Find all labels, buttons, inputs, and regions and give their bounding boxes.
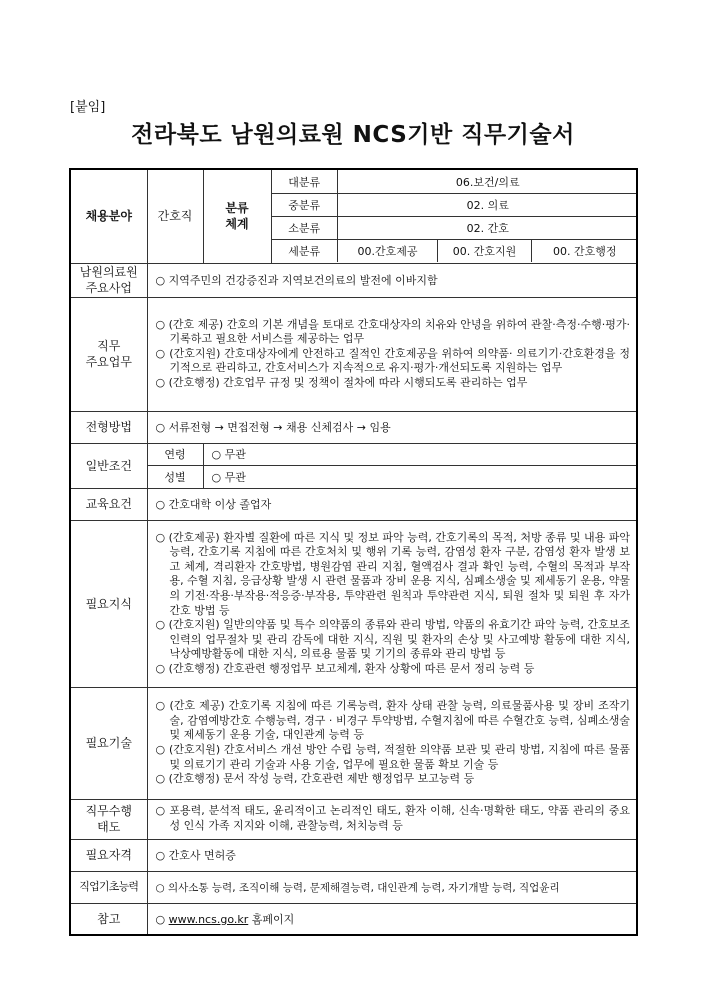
gender-label: 성별 [147, 465, 203, 488]
skills-label: 필요기술 [70, 687, 147, 799]
middle-label: 중분류 [272, 193, 338, 216]
age-label: 연령 [147, 443, 203, 465]
job-description-table [69, 168, 638, 936]
qualification-text: ○ 간호사 면허증 [147, 839, 637, 871]
basic-ability-row [70, 871, 637, 903]
field-label: 채용분야 [70, 169, 147, 263]
middle-value: 02. 의료 [338, 193, 638, 216]
major-value: 06.보건/의료 [338, 170, 638, 193]
sub-value-2: 00. 간호지원 [438, 239, 532, 262]
age-value: ○ 무관 [203, 443, 637, 465]
education-label: 교육요건 [70, 488, 147, 520]
gender-value: ○ 무관 [203, 465, 637, 488]
attachment-label: [붙임] [70, 100, 106, 115]
selection-text: ○ 서류전형 → 면접전형 → 채용 신체검사 → 임용 [147, 411, 637, 443]
sub-value-1: 00.간호제공 [338, 239, 438, 262]
skills-row [70, 687, 637, 799]
classification-subtable [272, 170, 638, 262]
reference-label: 참고 [70, 903, 147, 935]
selection-row [70, 411, 637, 443]
duties-row [70, 297, 637, 411]
education-text: ○ 간호대학 이상 졸업자 [147, 488, 637, 520]
minor-label: 소분류 [272, 216, 338, 239]
main-business-label: 남원의료원 주요사업 [70, 263, 147, 297]
basic-ability-label: 직업기초능력 [70, 871, 147, 903]
knowledge-item: ○ (간호행정) 간호관련 행정업무 보고체계, 환자 상황에 따른 문서 정리 능력 등 [155, 661, 535, 675]
minor-value: 02. 간호 [338, 216, 638, 239]
skill-item: ○ (간호행정) 문서 작성 능력, 간호관련 제반 행정업무 보고능력 등 [155, 772, 475, 786]
selection-label: 전형방법 [70, 411, 147, 443]
knowledge-label: 필요지식 [70, 520, 147, 687]
general-age-row [70, 443, 637, 465]
sub-label: 세분류 [272, 239, 338, 262]
attitude-text: ○ 포용력, 분석적 태도, 윤리적이고 논리적인 태도, 환자 이해, 신속·명확한 태도, 약품 관리의 중요성 인식 가족 지지와 이해, 관찰능력, 처치능력 등 [155, 804, 630, 832]
qualification-label: 필요자격 [70, 839, 147, 871]
general-label: 일반조건 [70, 443, 147, 488]
knowledge-item: ○ (간호지원) 일반의약품 및 특수 의약품의 종류와 관리 방법, 약품의 유효기간 파악 능력, 간호보조인력의 업무절차 및 관리 감독에 대한 지식, 직원 및 환자의 손상 및 사고예방 활동에 대한 지식, 낙상예방활동에 대한 지식, 의료용 물품 및 기기의 종류와 관리 방법 등 [155, 618, 630, 661]
ncs-link[interactable]: www.ncs.go.kr [168, 912, 249, 926]
skill-item: ○ (간호지원) 간호서비스 개선 방안 수립 능력, 적절한 의약품 보관 및 관리 방법, 지침에 따른 물품 및 의료기기 관리 기술과 사용 기술, 업무에 필요한 물품 확보 기술 등 [155, 743, 630, 771]
reference-row [70, 903, 637, 935]
duties-label: 직무 주요업무 [70, 297, 147, 411]
knowledge-row [70, 520, 637, 687]
attitude-row [70, 799, 637, 839]
field-value: 간호직 [147, 169, 203, 263]
classification-row [70, 169, 637, 263]
qualification-row [70, 839, 637, 871]
knowledge-item: ○ (간호제공) 환자별 질환에 따른 지식 및 정보 파악 능력, 간호기록의 목적, 처방 종류 및 내용 파악능력, 간호기록 지침에 따른 간호처치 및 행위 기록 능력, 감염성 환자 구분, 감염성 환자 발생 보고 체계, 격리환자 간호방법, 병원감염 관리 지침, 혈액검사 결과 확인 능력, 수혈의 목적과 부작용, 수혈 지침, 응급상황 발생 시 관련 물품과 장비 운용 지식, 심폐소생술 및 제세동기 운용, 약물의 기전·작용·부작용·적응증·부작용, 투약관련 원칙과 투약관련 지식, 퇴원 절차 및 퇴원 후 자가간호 방법 등 [155, 530, 630, 617]
duty-item: ○ (간호행정) 간호업무 규정 및 정책이 절차에 따라 시행되도록 관리하는 업무 [155, 375, 528, 389]
page-title: 전라북도 남원의료원 NCS기반 직무기술서 [131, 122, 575, 148]
duty-item: ○ (간호 제공) 간호의 기본 개념을 토대로 간호대상자의 치유와 안녕을 위하여 관찰·측정·수행·평가·기록하고 필요한 서비스를 제공하는 업무 [155, 317, 630, 346]
main-business-row [70, 263, 637, 297]
duty-item: ○ (간호지원) 간호대상자에게 안전하고 질적인 간호제공을 위하여 의약품· 의료기기·간호환경을 정기적으로 관리하고, 간호서비스가 지속적으로 유지·평가·개선되도록 지원하는 업무 [155, 346, 630, 375]
sub-value-3: 00. 간호행정 [532, 239, 638, 262]
main-business-text: ○ 지역주민의 건강증진과 지역보건의료의 발전에 이바지함 [147, 263, 637, 297]
basic-ability-text: ○ 의사소통 능력, 조직이해 능력, 문제해결능력, 대인관계 능력, 자기개발 능력, 직업윤리 [147, 871, 637, 903]
reference-suffix: 홈페이지 [248, 912, 295, 926]
skill-item: ○ (간호 제공) 간호기록 지침에 따른 기록능력, 환자 상태 관찰 능력, 의료물품사용 및 장비 조작기술, 감염예방간호 수행능력, 경구 · 비경구 투약방법, 수혈지침에 따른 수혈간호 능력, 심폐소생술 및 제세동기 운용 기술, 대인관계 능력 등 [155, 699, 630, 742]
attitude-label: 직무수행 태도 [70, 799, 147, 839]
general-gender-row [70, 465, 637, 488]
reference-prefix: ○ [155, 912, 169, 926]
system-label: 분류 체계 [203, 169, 271, 263]
major-label: 대분류 [272, 170, 338, 193]
education-row [70, 488, 637, 520]
